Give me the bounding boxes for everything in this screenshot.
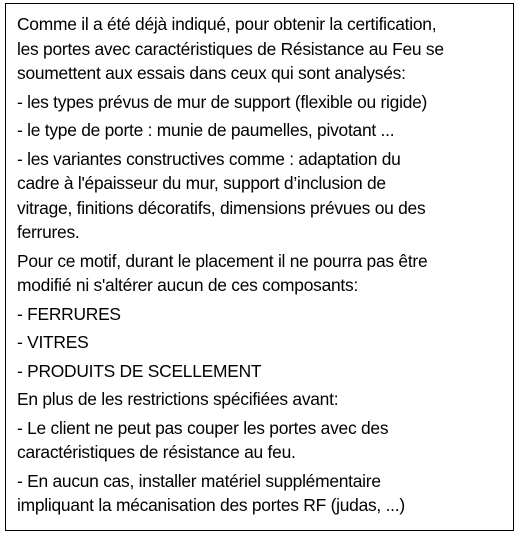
text-line: Pour ce motif, durant le placement il ne pourra pas être: [17, 250, 428, 271]
text-line: - FERRURES: [17, 303, 121, 324]
text-line: - les types prévus de mur de support (flexible ou rigide): [17, 91, 428, 112]
text-line: vitrage, finitions décoratifs, dimensions prévues ou des: [17, 197, 426, 218]
paragraph-intro: [17, 12, 513, 86]
text-line: Comme il a été déjà indiqué, pour obtenir la certification,: [17, 14, 437, 34]
list-item-vitres: [17, 330, 513, 355]
text-line: - les variantes constructives comme : adaptation du: [17, 148, 401, 169]
text-line: modifié ni s'altérer aucun de ces composants:: [17, 275, 359, 295]
text-line: les portes avec caractéristiques de Résistance au Feu se: [17, 38, 444, 59]
text-line: - PRODUITS DE SCELLEMENT: [17, 360, 262, 381]
text-line: - VITRES: [17, 332, 89, 352]
text-line: - le type de porte : munie de paumelles, pivotant ...: [17, 120, 395, 140]
list-item-door-type: [17, 118, 513, 143]
text-line: - En aucun cas, installer matériel supplémentaire: [17, 470, 381, 491]
list-item-produits: [17, 359, 513, 384]
list-item-wall-types: [17, 90, 513, 115]
list-item-client: [17, 416, 513, 465]
text-line: caractéristiques de résistance au feu.: [17, 442, 296, 462]
list-item-ferrures: [17, 302, 513, 327]
text-line: En plus de les restrictions spécifiées avant:: [17, 389, 339, 409]
text-line: cadre à l'épaisseur du mur, support d’inclusion de: [17, 173, 386, 193]
text-box: [5, 3, 514, 531]
text-line: soumettent aux essais dans ceux qui sont analysés:: [17, 63, 406, 83]
paragraph-placement: [17, 249, 513, 298]
list-item-variants: [17, 147, 513, 245]
text-line: - Le client ne peut pas couper les portes avec des: [17, 417, 389, 438]
text-line: ferrures.: [17, 222, 80, 242]
text-line: impliquant la mécanisation des portes RF (judas, ...): [17, 495, 405, 515]
list-item-installation: [17, 469, 513, 518]
paragraph-restrictions: [17, 387, 513, 412]
